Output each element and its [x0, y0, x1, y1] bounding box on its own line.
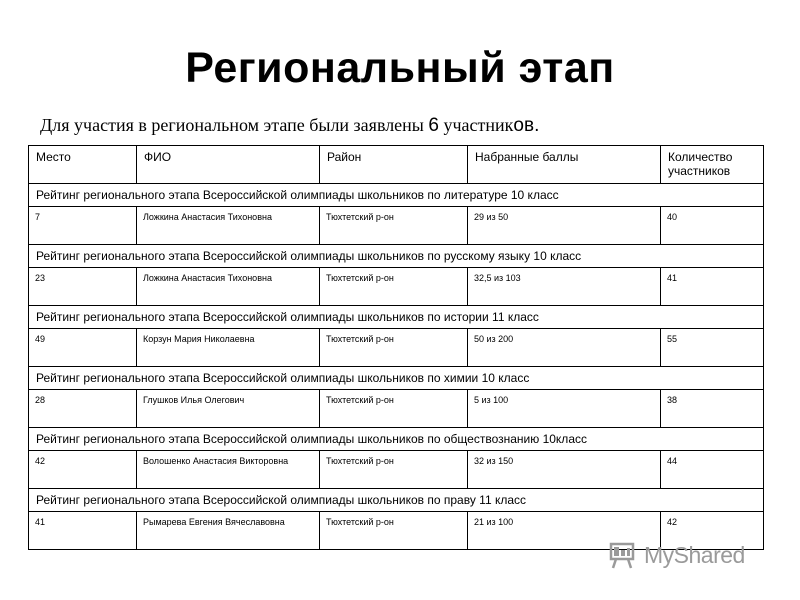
cell-participants: 44	[661, 451, 764, 489]
section-row	[29, 306, 764, 329]
cell-district: Тюхтетский р-он	[320, 451, 468, 489]
cell-name: Ложкина Анастасия Тихоновна	[137, 268, 320, 306]
cell-participants: 38	[661, 390, 764, 428]
section-row	[29, 245, 764, 268]
header-cell-place: Место	[29, 146, 137, 184]
cell-score: 29 из 50	[468, 207, 661, 245]
section-row	[29, 489, 764, 512]
header-cell-participants: Количество участников	[661, 146, 764, 184]
table-row	[29, 329, 764, 367]
subtitle-count: 6	[428, 115, 439, 136]
subtitle-main: Для участия в региональном этапе были заявлены	[40, 115, 429, 135]
cell-score: 32 из 150	[468, 451, 661, 489]
section-title: Рейтинг регионального этапа Всероссийской олимпиады школьников по русскому языку 10 класс	[29, 245, 764, 268]
header-cell-district: Район	[320, 146, 468, 184]
cell-score: 21 из 100	[468, 512, 661, 550]
cell-place: 49	[29, 329, 137, 367]
cell-score: 5 из 100	[468, 390, 661, 428]
cell-participants: 42	[661, 512, 764, 550]
cell-participants: 40	[661, 207, 764, 245]
watermark	[608, 537, 768, 573]
subtitle-suffix: ов.	[513, 115, 540, 136]
cell-place: 42	[29, 451, 137, 489]
subtitle-word: участник	[438, 115, 514, 135]
cell-place: 23	[29, 268, 137, 306]
section-title: Рейтинг регионального этапа Всероссийской олимпиады школьников по литературе 10 класс	[29, 184, 764, 207]
cell-participants: 41	[661, 268, 764, 306]
table-row	[29, 451, 764, 489]
cell-district: Тюхтетский р-он	[320, 512, 468, 550]
cell-name: Волошенко Анастасия Викторовна	[137, 451, 320, 489]
cell-name: Рымарева Евгения Вячеславовна	[137, 512, 320, 550]
cell-district: Тюхтетский р-он	[320, 390, 468, 428]
results-table	[28, 145, 764, 550]
section-title: Рейтинг регионального этапа Всероссийской олимпиады школьников по истории 11 класс	[29, 306, 764, 329]
section-row	[29, 367, 764, 390]
cell-district: Тюхтетский р-он	[320, 329, 468, 367]
cell-name: Ложкина Анастасия Тихоновна	[137, 207, 320, 245]
header-row	[29, 146, 764, 184]
cell-name: Глушков Илья Олегович	[137, 390, 320, 428]
cell-score: 50 из 200	[468, 329, 661, 367]
header-cell-name: ФИО	[137, 146, 320, 184]
presentation-board-icon	[608, 540, 638, 570]
subtitle	[40, 115, 539, 137]
cell-place: 41	[29, 512, 137, 550]
section-row	[29, 428, 764, 451]
cell-score: 32,5 из 103	[468, 268, 661, 306]
cell-name: Корзун Мария Николаевна	[137, 329, 320, 367]
table-row	[29, 268, 764, 306]
section-title: Рейтинг регионального этапа Всероссийской олимпиады школьников по праву 11 класс	[29, 489, 764, 512]
watermark-text: MyShared	[644, 541, 745, 568]
cell-place: 28	[29, 390, 137, 428]
cell-place: 7	[29, 207, 137, 245]
cell-district: Тюхтетский р-он	[320, 207, 468, 245]
page-title: Региональный этап	[185, 44, 615, 92]
section-row	[29, 184, 764, 207]
table-row	[29, 207, 764, 245]
header-cell-score: Набранные баллы	[468, 146, 661, 184]
cell-district: Тюхтетский р-он	[320, 268, 468, 306]
table-row	[29, 390, 764, 428]
cell-participants: 55	[661, 329, 764, 367]
section-title: Рейтинг регионального этапа Всероссийской олимпиады школьников по химии 10 класс	[29, 367, 764, 390]
section-title: Рейтинг регионального этапа Всероссийской олимпиады школьников по обществознанию 10класс	[29, 428, 764, 451]
